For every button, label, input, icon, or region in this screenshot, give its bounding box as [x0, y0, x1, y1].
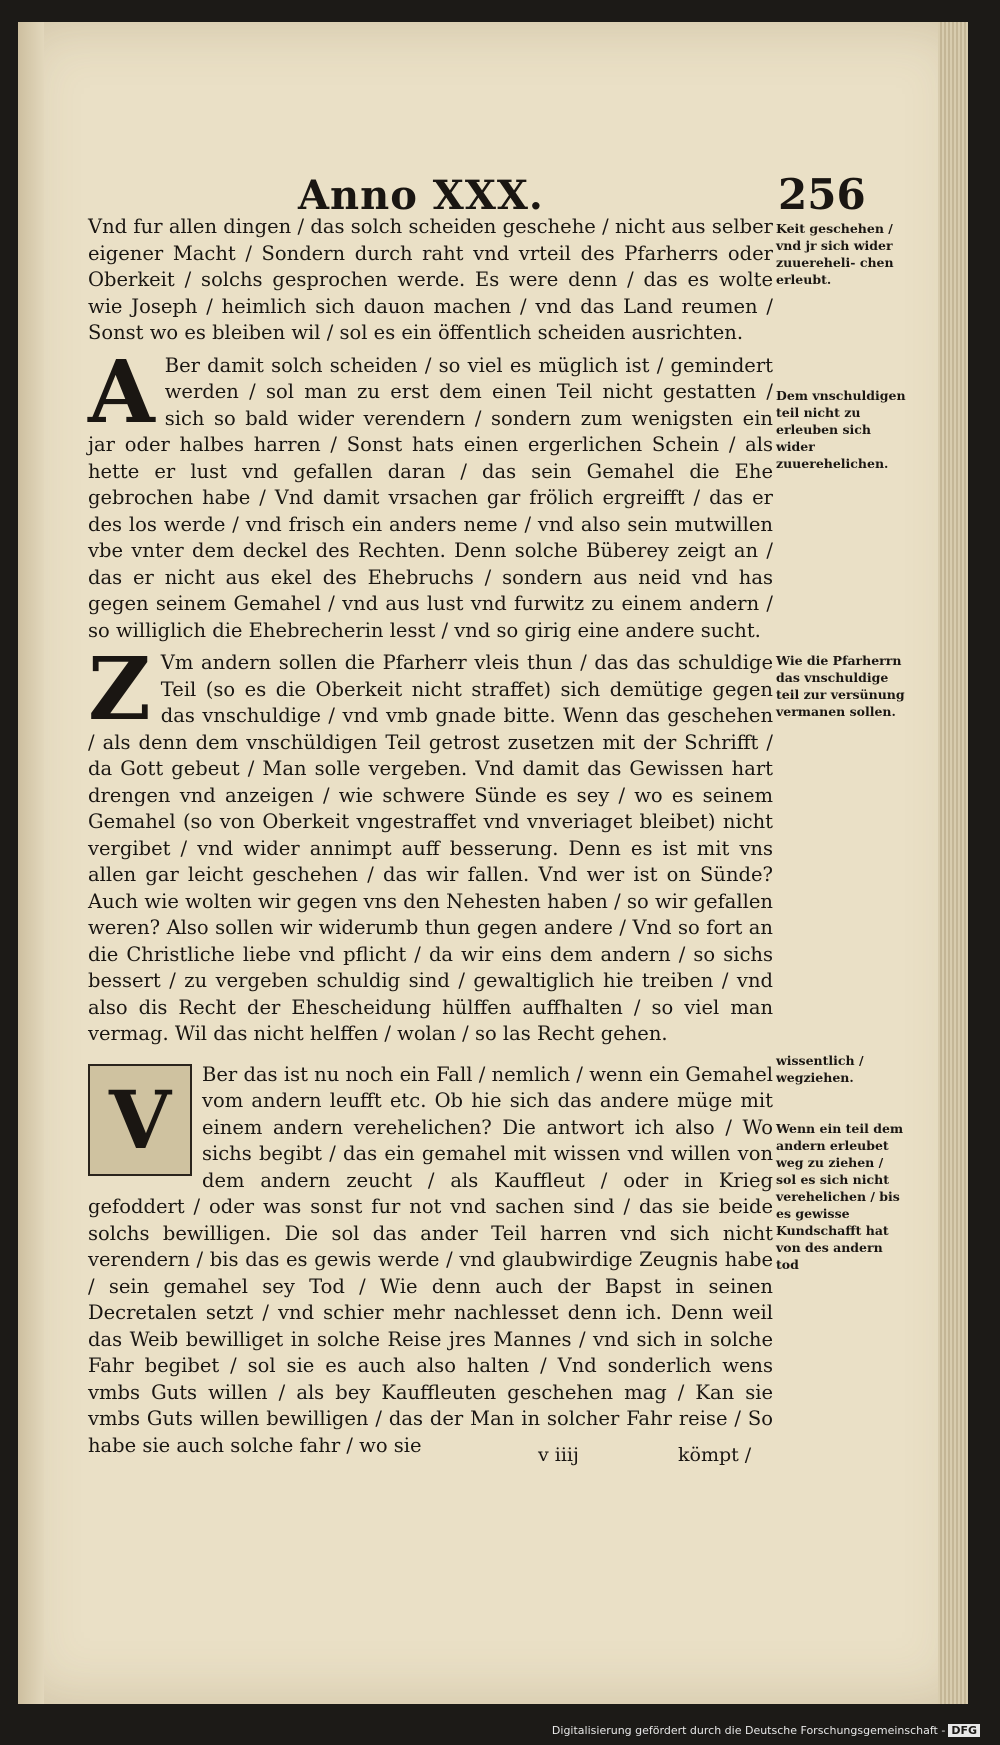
margin-note: Wie die Pfarherrn das vnschuldige teil zur versünung vermanen sollen.	[776, 653, 905, 719]
signature-mark: v iiij	[538, 1444, 579, 1466]
paragraph-2	[88, 341, 773, 645]
book-page	[18, 22, 968, 1704]
paragraph-1	[88, 214, 773, 347]
decorated-initial: V	[88, 1064, 192, 1176]
digitization-credit	[552, 1724, 980, 1737]
page-stack-edge	[938, 22, 968, 1704]
dfg-logo: DFG	[948, 1724, 980, 1737]
margin-note: wissentlich / wegziehen.	[776, 1053, 864, 1085]
page-number: 256	[778, 170, 866, 219]
paragraph-3	[88, 639, 773, 1048]
margin-note: Wenn ein teil dem andern erleubet weg zu ziehen / sol es sich nicht verehelichen / bis es gewisse Kundschafft hat von des andern tod	[776, 1121, 904, 1272]
initial-letter: Z	[88, 639, 151, 740]
main-text	[88, 214, 773, 1465]
catchword: kömpt /	[678, 1444, 752, 1466]
running-head: Anno XXX.	[298, 172, 544, 219]
margin-note: Dem vnschuldigen teil nicht zu erleuben sich wider zuuerehelichen.	[776, 388, 906, 471]
margin-note: Keit geschehen / vnd jr sich wider zuuereheli- chen erleubt.	[776, 221, 894, 287]
paragraph-text: Ber damit solch scheiden / so viel es müglich ist / gemindert werden / sol man zu erst dem einen Teil nicht gestatten / sich so bald wider verendern / sondern zum wenigsten ein jar oder halbes harren / Sonst hats einen ergerlichen Schein / als hette er lust vnd gefallen daran / das sein Gemahel die Ehe gebrochen habe / Vnd damit vrsachen gar frölich ergreifft / das er des los werde / vnd frisch ein anders neme / vnd also sein mutwillen vbe vnter dem deckel des Rechten. Denn solche Büberey zeigt an / das er nicht aus ekel des Ehebruchs / sondern aus neid vnd has gegen seinem Gemahel / vnd aus lust vnd furwitz zu einem andern / so williglich die Ehebrecherin lesst / vnd so girig eine andere sucht.	[88, 353, 773, 642]
initial-letter: A	[88, 341, 155, 443]
paragraph-text: Vnd fur allen dingen / das solch scheiden geschehe / nicht aus selber eigener Macht / Sondern durch raht vnd vrteil des Pfarherrs oder Oberkeit / solchs gesprochen werde. Es were denn / das es wolte wie Joseph / heimlich sich dauon machen / vnd das Land reumen / Sonst wo es bleiben wil / sol es ein öffentlich scheiden ausrichten.	[88, 215, 773, 344]
paragraph-text: Ber das ist nu noch ein Fall / nemlich / wenn ein Gemahel vom andern leufft etc. Ob hie sich das andere müge mit einem andern verehelichen? Die antwort ich also / Wo sichs begibt / das ein gemahel mit wissen vnd willen von dem andern zeucht / als Kauffleut / oder in Krieg gefoddert / oder was sonst fur not vnd sachen sind / das sie beide solchs bewilligen. Die sol das ander Teil harren vnd sich nicht verendern / bis das es gewis werde / vnd glaubwirdige Zeugnis habe / sein gemahel sey Tod / Wie denn auch der Bapst in seinen Decretalen setzt / vnd schier mehr nachlesset denn ich. Denn weil das Weib bewilliget in solche Reise jres Mannes / vnd sich in solche Fahr begibet / sol sie es auch also halten / Vnd sonderlich wens vmbs Guts willen / als bey Kauffleuten geschehen mag / Kan sie vmbs Guts willen bewilligen / das der Man in solcher Fahr reise / So habe sie auch solche fahr / wo sie	[88, 1062, 773, 1457]
paragraph-4	[88, 1062, 773, 1460]
credit-text: Digitalisierung gefördert durch die Deutsche Forschungsgemeinschaft -	[551, 1724, 946, 1737]
previous-page-edge	[18, 22, 44, 1704]
paragraph-text: Vm andern sollen die Pfarherr vleis thun / das das schuldige Teil (so es die Oberkeit nicht straffet) sich demütige gegen das vnschuldige / vnd vmb gnade bitte. Wenn das geschehen / als denn dem vnschüldigen Teil getrost zusetzen mit der Schrifft / da Gott gebeut / Man solle vergeben. Vnd damit das Gewissen hart drengen vnd anzeigen / wie schwere Sünde es sey / wo es seinem Gemahel (so von Oberkeit vngestraffet vnd vnveriaget bleibet) nicht vergibet / vnd wider annimpt auff besserung. Denn es ist mit vns allen gar leicht geschehen / das wir fallen. Vnd wer ist on Sünde? Auch wie wolten wir gegen vns den Nehesten haben / so wir gefallen weren? Also sollen wir widerumb thun gegen andere / Vnd so fort an die Christliche liebe vnd pflicht / da wir eins dem andern / so sichs bessert / zu vergeben schuldig sind / gewaltiglich hie treiben / vnd also dis Recht der Ehescheidung hülffen auffhalten / so viel man vermag. Wil das nicht helffen / wolan / so las Recht gehen.	[88, 651, 773, 1045]
